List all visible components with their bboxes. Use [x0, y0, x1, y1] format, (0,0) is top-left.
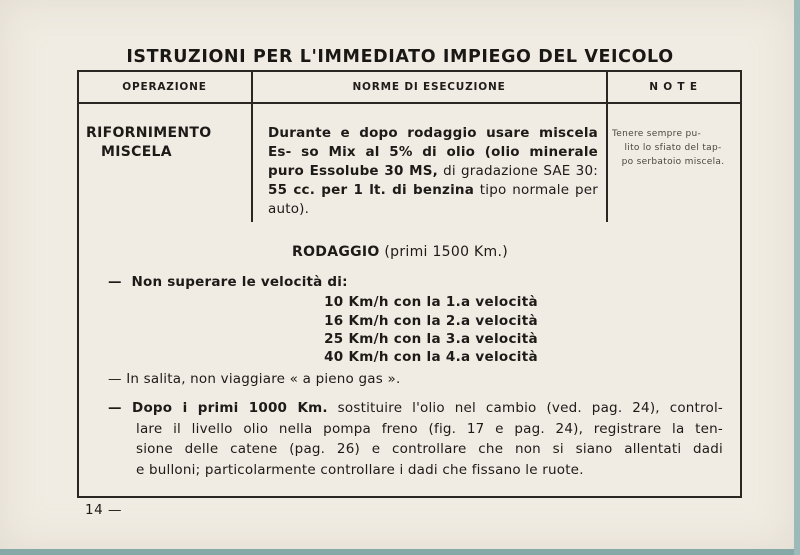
rodaggio-title-bold: RODAGGIO: [292, 244, 380, 260]
header-norme: NORME DI ESECUZIONE: [352, 81, 506, 93]
paragraph-line-4: e bulloni; particolarmente controllare i dadi che fissano le ruote.: [136, 461, 584, 478]
rodaggio-title-rest: (primi 1500 Km.): [379, 244, 508, 260]
dash: —: [108, 274, 122, 290]
table-left-border: [77, 70, 79, 498]
speed-line: 25 Km/h con la 3.a velocità: [324, 331, 538, 347]
page-edge-bottom: [0, 549, 800, 555]
note-cell: [612, 127, 734, 169]
header-operazione: OPERAZIONE: [122, 81, 207, 93]
paragraph-line-1: — Dopo i primi 1000 Km. sostituire l'olio nel cambio (ved. pag. 24), control-: [108, 400, 723, 416]
execution-cell: [268, 124, 598, 219]
table-top-rule: [77, 70, 741, 72]
execution-bold-1: Durante e dopo rodaggio usare miscela Es- so Mix al 5% di olio (olio minerale puro Essolube 30 MS,: [268, 125, 598, 179]
table-header-rule: [77, 102, 741, 104]
speed-limit-intro: [108, 274, 348, 290]
after-1000km-bold: — Dopo i primi 1000 Km.: [108, 400, 328, 416]
operation-line-1: RIFORNIMENTO: [86, 125, 212, 141]
rodaggio-title: [0, 244, 800, 260]
note-line-1: Tenere sempre pu-: [612, 129, 702, 139]
note-line-2: lito lo sfiato del tap-: [624, 143, 722, 153]
paragraph-line-3: sione delle catene (pag. 26) e controllare che non si siano allentati dadi: [136, 441, 723, 457]
speed-line: 16 Km/h con la 2.a velocità: [324, 313, 538, 329]
table-right-border: [740, 70, 742, 498]
speed-line: 40 Km/h con la 4.a velocità: [324, 349, 538, 365]
operation-line-2: MISCELA: [101, 144, 172, 160]
execution-plain-2: tipo normale per auto).: [268, 182, 599, 217]
paragraph-line-2: lare il livello olio nella pompa freno (fig. 17 e pag. 24), registrare la ten-: [136, 420, 723, 437]
operation-cell: [86, 124, 211, 162]
page-edge-right: [794, 0, 800, 555]
after-1000km-paragraph: [108, 398, 723, 480]
page-number: 14 —: [85, 502, 122, 518]
note-line-3: po serbatoio miscela.: [621, 157, 725, 167]
execution-plain-1: di gradazione SAE 30:: [437, 163, 598, 179]
speed-limit-intro-text: Non superare le velocità di:: [131, 274, 348, 290]
uphill-note: — In salita, non viaggiare « a pieno gas ».: [108, 371, 401, 387]
header-note: N O T E: [649, 81, 698, 93]
speed-line: 10 Km/h con la 1.a velocità: [324, 294, 538, 310]
table-bottom-rule: [77, 496, 742, 498]
page-title: ISTRUZIONI PER L'IMMEDIATO IMPIEGO DEL VEICOLO: [126, 47, 674, 67]
execution-bold-2: 55 cc. per 1 lt. di benzina: [268, 182, 475, 198]
